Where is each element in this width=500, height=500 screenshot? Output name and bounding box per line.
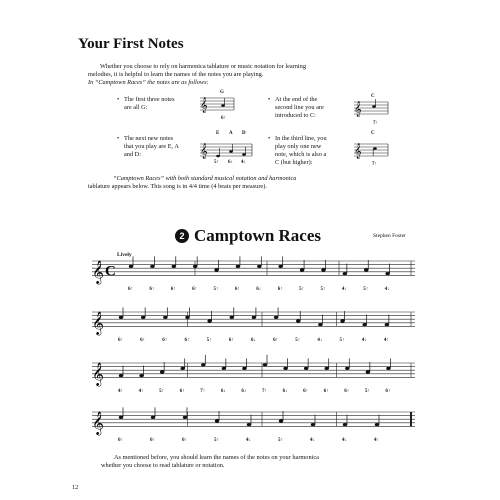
tab-note-line-1: “Camptown Races” with both standard musical notation and harmonica: [113, 175, 297, 182]
note-head: [236, 265, 240, 268]
note-head: [279, 419, 283, 422]
treble-clef-icon: 𝄞: [354, 143, 362, 158]
composer: Stephen Foster: [373, 233, 406, 239]
note-head: [119, 316, 123, 319]
note-head: [139, 374, 143, 377]
tab-label: 7↑: [372, 162, 377, 167]
note-head: [386, 367, 390, 370]
tab-number: 6↑: [170, 287, 176, 293]
tab-number: 6↑: [277, 287, 283, 293]
treble-clef-icon: 𝄞: [200, 97, 208, 112]
note-label: D: [242, 131, 246, 136]
bullet-line: play only one new: [275, 143, 322, 150]
tab-note-line-2: tablature appears below. This song is in 4/4 time (4 beats per measure).: [88, 183, 267, 190]
note-head: [343, 423, 347, 426]
bullet-line: In the third line, you: [275, 135, 327, 142]
tab-number: 5↑: [213, 287, 219, 293]
bullet-line: are all G:: [124, 104, 148, 111]
tab-number: 4↓: [341, 287, 347, 293]
tab-number: 6↑: [118, 438, 123, 444]
tab-label: 6↓: [228, 160, 233, 165]
note-head: [340, 319, 344, 322]
tab-number: 6↓: [241, 389, 247, 395]
note-head: [141, 316, 145, 319]
bullet-line: second line you are: [275, 104, 324, 111]
note-head: [181, 367, 185, 370]
note-head: [263, 363, 267, 366]
tab-number: 5↑: [363, 287, 369, 293]
tab-number: 5↑: [206, 338, 212, 344]
note-head: [274, 316, 278, 319]
intro-line-3: In “Camptown Races” the notes are as follows:: [88, 79, 209, 86]
note-head: [385, 323, 389, 326]
note-head: [201, 363, 205, 366]
note-head: [318, 323, 322, 326]
tab-number: 4↑: [374, 438, 379, 444]
treble-clef-icon: 𝄞: [92, 312, 104, 335]
note-head: [321, 268, 325, 271]
note-head: [183, 416, 187, 419]
song-title: Camptown Races: [194, 226, 322, 245]
note-head: [230, 316, 234, 319]
tab-number: 5↑: [339, 338, 345, 344]
note-head: [222, 367, 226, 370]
note-head: [119, 416, 123, 419]
note-head: [278, 265, 282, 268]
tab-number: 6↑: [184, 338, 190, 344]
tab-number: 6↑: [118, 338, 123, 344]
note-head: [296, 319, 300, 322]
note-head: [185, 316, 189, 319]
treble-clef-icon: 𝄞: [200, 143, 208, 158]
tab-number: 7↑: [262, 389, 267, 395]
note-head: [172, 265, 176, 268]
tab-number: 5↑: [364, 389, 370, 395]
treble-clef-icon: 𝄞: [354, 101, 362, 116]
note-head: [343, 272, 347, 275]
tab-number: 4↓: [317, 338, 323, 344]
bullet-mark: •: [268, 96, 271, 103]
note-head: [242, 367, 246, 370]
note-head: [311, 423, 315, 426]
tab-number: 4↑: [118, 389, 123, 395]
tab-number: 6↑: [385, 389, 391, 395]
bullet-mark: •: [117, 135, 120, 142]
tab-number: 6↓: [282, 389, 288, 395]
note-label: C: [371, 94, 375, 99]
note-head: [364, 268, 368, 271]
bullet-line: The next new notes: [124, 135, 174, 142]
note-head: [325, 367, 329, 370]
note-head: [345, 367, 349, 370]
page-number: 12: [72, 484, 79, 491]
tab-number: 4↓: [384, 287, 390, 293]
note-head: [214, 268, 218, 271]
note-head: [375, 423, 379, 426]
time-signature: C: [105, 263, 116, 280]
bullet-line: The first three notes: [124, 96, 175, 103]
tab-number: 6↑: [228, 338, 234, 344]
tab-number: 6↑: [162, 338, 168, 344]
tab-number: 4↓: [361, 338, 367, 344]
tab-label: 5↑: [214, 160, 219, 165]
note-head: [252, 316, 256, 319]
tab-number: 6↓: [250, 338, 256, 344]
note-label: G: [220, 90, 224, 95]
bullet-line: note, which is also a: [275, 151, 327, 158]
intro-line-2: melodies, it is helpful to learn the names of the notes you are playing.: [88, 71, 264, 78]
treble-clef-icon: 𝄞: [92, 261, 104, 284]
song-number-badge: 2: [175, 229, 189, 243]
note-label: C: [371, 131, 375, 136]
note-head: [283, 367, 287, 370]
tab-number: 5↑: [278, 438, 283, 444]
tab-number: 6↑: [182, 438, 187, 444]
footer-line-1: As mentioned before, you should learn the names of the notes on your harmonica: [114, 454, 319, 461]
tab-number: 6↑: [149, 287, 155, 293]
tab-number: 6↑: [344, 389, 350, 395]
tab-number: 6↑: [234, 287, 240, 293]
tab-number: 6↑: [192, 287, 198, 293]
tab-label: 6↑: [221, 116, 226, 121]
tab-label: 7↑: [373, 121, 378, 126]
note-label: A: [229, 131, 233, 136]
page-title: Your First Notes: [78, 36, 184, 52]
tab-number: 7↑: [200, 389, 206, 395]
tab-number: 6↑: [179, 389, 185, 395]
bullet-line: At the end of the: [275, 96, 318, 103]
note-head: [247, 423, 251, 426]
treble-clef-icon: 𝄞: [92, 412, 104, 435]
note-head: [193, 265, 197, 268]
note-head: [366, 370, 370, 373]
tab-number: 5↑: [214, 438, 219, 444]
bullet-mark: •: [117, 96, 120, 103]
bullet-line: that you play are E, A: [124, 143, 179, 150]
note-head: [151, 416, 155, 419]
tab-number: 6↓: [256, 287, 262, 293]
tab-number: 4↓: [342, 438, 347, 444]
tab-number: 6↑: [150, 438, 155, 444]
tempo-marking: Lively: [117, 252, 132, 258]
tab-label: 4↓: [241, 160, 246, 165]
note-head: [160, 370, 164, 373]
tab-number: 4↑: [138, 389, 144, 395]
note-head: [129, 265, 133, 268]
note-head: [207, 319, 211, 322]
note-head: [304, 367, 308, 370]
note-head: [362, 323, 366, 326]
tab-number: 4↓: [310, 438, 315, 444]
note-head: [163, 316, 167, 319]
note-head: [300, 268, 304, 271]
note-head: [257, 265, 261, 268]
intro-line-1: Whether you choose to rely on harmonica tablature or music notation for learning: [100, 63, 306, 70]
bullet-line: introduced to C:: [275, 112, 316, 119]
tab-number: 6↑: [128, 287, 133, 293]
note-head: [215, 419, 219, 422]
tab-number: 5↑: [295, 338, 301, 344]
tab-number: 4↓: [246, 438, 251, 444]
bullet-line: C (but higher):: [275, 159, 313, 166]
footer-line-2: whether you choose to read tablature or notation.: [101, 462, 225, 469]
note-head: [119, 374, 123, 377]
treble-clef-icon: 𝄞: [92, 363, 104, 386]
note-label: E: [216, 131, 220, 136]
tab-number: 4↑: [383, 338, 389, 344]
tab-number: 5↑: [299, 287, 305, 293]
tab-number: 6↑: [140, 338, 146, 344]
tab-number: 6↑: [323, 389, 329, 395]
tab-number: 5↑: [320, 287, 326, 293]
bullet-line: and D:: [124, 151, 141, 158]
tab-number: 6↓: [220, 389, 226, 395]
note-head: [150, 265, 154, 268]
tab-number: 6↑: [273, 338, 279, 344]
bullet-mark: •: [268, 135, 271, 142]
tab-number: 6↑: [303, 389, 309, 395]
tab-number: 5↑: [159, 389, 165, 395]
note-head: [385, 272, 389, 275]
